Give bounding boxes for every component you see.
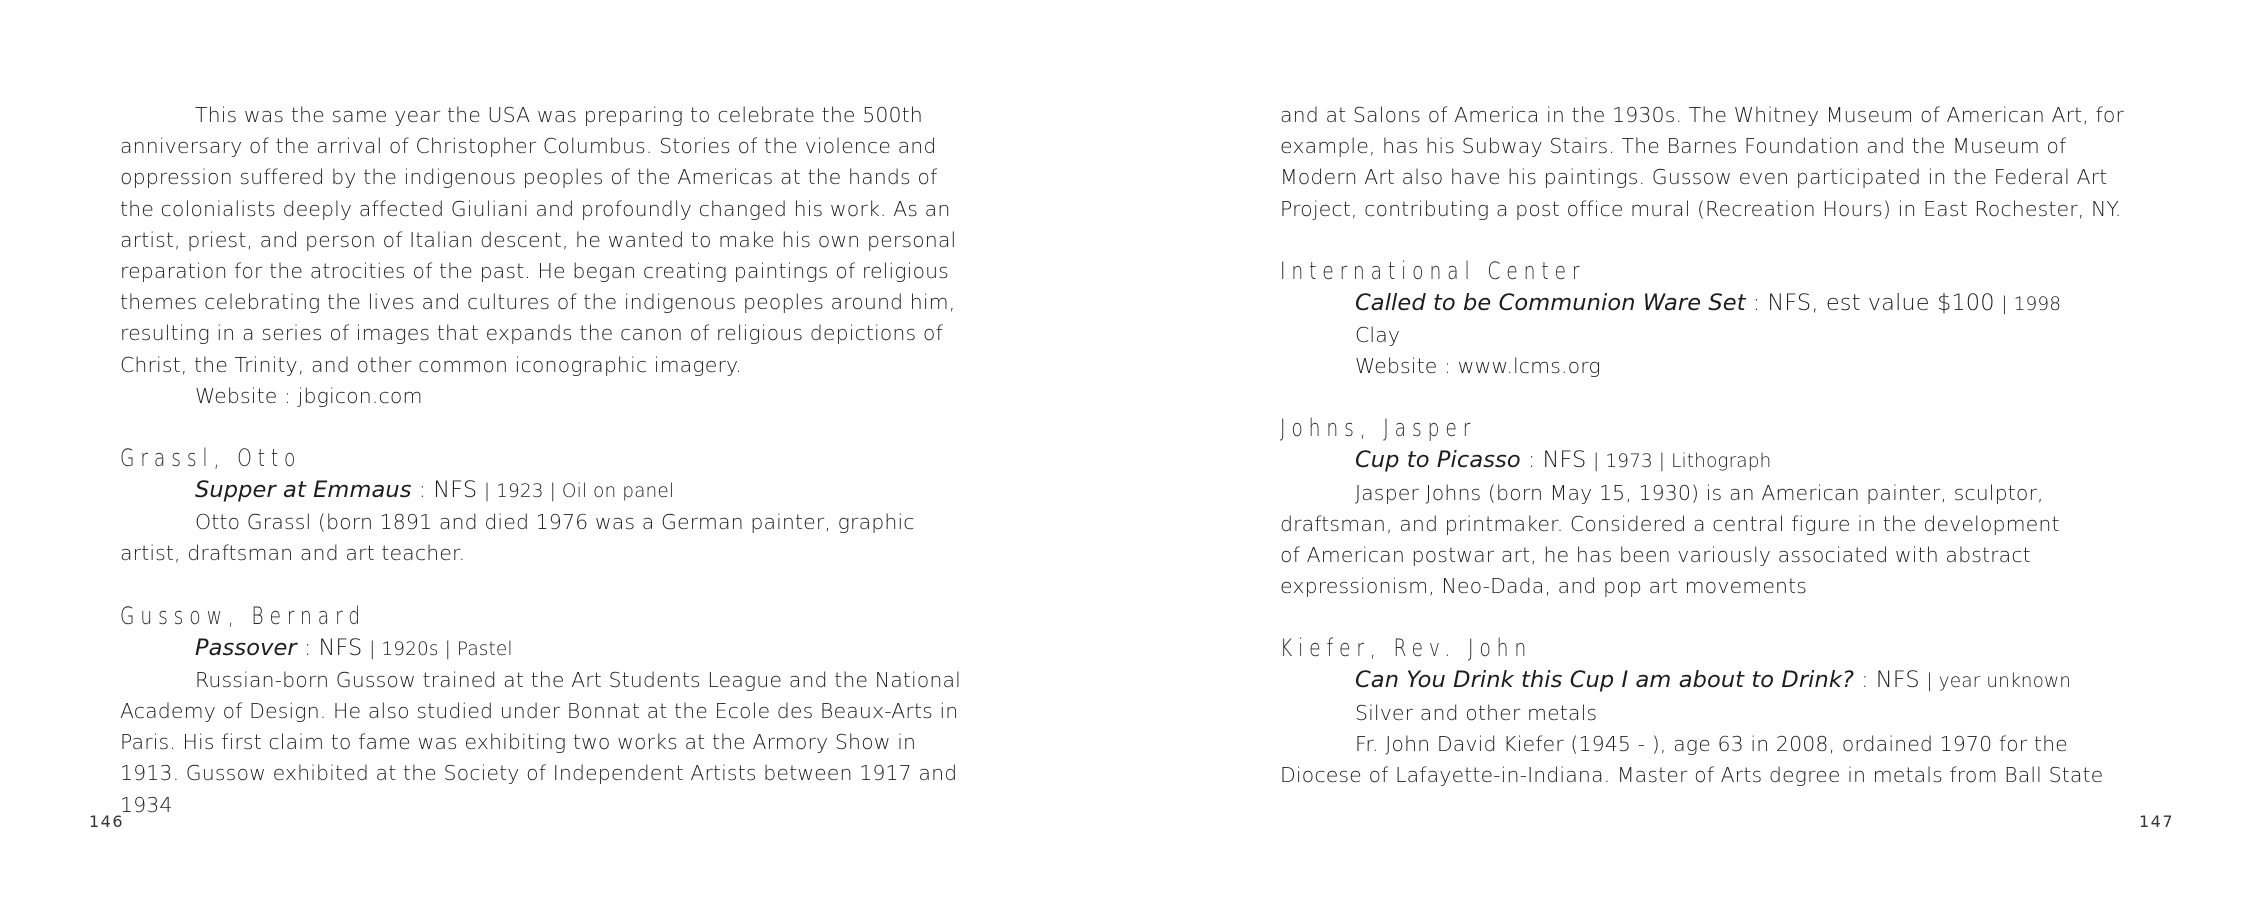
artist-description-line: draftsman, and printmaker. Considered a central figure in the development bbox=[1280, 511, 2060, 536]
artwork-meta: | 1973 | Lithograph bbox=[1593, 451, 1772, 473]
artist-entry-johns bbox=[1280, 411, 2150, 602]
artwork-title: Passover bbox=[195, 634, 297, 661]
artist-entry-kiefer bbox=[1280, 631, 2150, 791]
artist-heading: Kiefer, Rev. John bbox=[1280, 634, 1533, 663]
artwork-price: NFS bbox=[433, 477, 478, 504]
artwork-line: Passover : NFS | 1920s | Pastel bbox=[195, 634, 513, 661]
artist-heading: Grassl, Otto bbox=[120, 444, 302, 473]
artist-description: Otto Grassl (born 1891 and died 1976 was a German painter, graphic artist, draftsman and art teacher. bbox=[120, 510, 915, 566]
artwork-meta: | year unknown bbox=[1926, 671, 2072, 693]
artist-description-line: of American postwar art, he has been variously associated with abstract bbox=[1280, 543, 2031, 568]
artwork-line: Cup to Picasso : NFS | 1973 | Lithograph bbox=[1355, 447, 1772, 474]
artwork-price: NFS bbox=[1875, 667, 1920, 694]
artwork-meta: | 1920s | Pastel bbox=[369, 638, 513, 660]
artwork-title: Supper at Emmaus bbox=[195, 477, 412, 504]
left-text-column bbox=[120, 100, 970, 821]
artist-description: Fr. John David Kiefer (1945 - ), age 63 in 2008, ordained 1970 for the Diocese of Lafayette-in-Indiana. Master of Arts degree in metals from Ball State bbox=[1280, 731, 2104, 788]
artwork-price: NFS bbox=[1542, 447, 1587, 474]
artwork-meta: | 1998 bbox=[2001, 293, 2062, 315]
artwork-line: Can You Drink this Cup I am about to Drink? : NFS | year unknown bbox=[1355, 667, 2072, 694]
artwork-medium: Clay bbox=[1355, 323, 1401, 348]
artist-heading: Gussow, Bernard bbox=[120, 601, 367, 630]
artwork-title: Can You Drink this Cup I am about to Drink? bbox=[1355, 667, 1855, 694]
page-number-left: 146 bbox=[89, 812, 125, 831]
continued-paragraph: and at Salons of America in the 1930s. The Whitney Museum of American Art, for example, has his Subway Stairs. The Barnes Foundation and the Museum of Modern Art also have his paintings. Gussow even participated in the Federal Art Project, contributing a post office mural (Recreation Hours) in East Rochester, NY. bbox=[1280, 103, 2125, 221]
intro-paragraph: This was the same year the USA was preparing to celebrate the 500th anniversary of the arrival of Christopher Columbus. Stories of the violence and oppression suffered by the indigenous peoples of the Americas at the hands of the colonialists deeply affected Giuliani and profoundly changed his work. As an artist, priest, and person of Italian descent, he wanted to make his own personal reparation for the atrocities of the past. He began creating paintings of religious themes celebrating the lives and cultures of the indigenous peoples around him, resulting in a series of images that expands the canon of religious depictions of Christ, the Trinity, and other common iconographic imagery. bbox=[120, 103, 957, 377]
right-page bbox=[1125, 0, 2250, 900]
artist-entry-gussow bbox=[120, 599, 970, 821]
artwork-line: Supper at Emmaus : NFS | 1923 | Oil on panel bbox=[195, 477, 675, 504]
artist-description: Russian-born Gussow trained at the Art Students League and the National Academy of Design. He also studied under Bonnat at the Ecole des Beaux-Arts in Paris. His first claim to fame was exhibiting two works at the Armory Show in 1913. Gussow exhibited at the Society of Independent Artists between 1917 and 1934 bbox=[120, 667, 961, 817]
artist-entry-international-center bbox=[1280, 254, 2150, 383]
artist-website: Website : www.lcms.org bbox=[1355, 354, 1601, 379]
artist-description-line: Jasper Johns (born May 15, 1930) is an American painter, sculptor, bbox=[1355, 480, 2044, 505]
artwork-price: NFS bbox=[318, 634, 363, 661]
artist-description-line: expressionism, Neo-Dada, and pop art movements bbox=[1280, 574, 1808, 599]
artwork-medium: Silver and other metals bbox=[1355, 700, 1598, 725]
artwork-title: Cup to Picasso bbox=[1355, 447, 1521, 474]
artwork-line: Called to be Communion Ware Set : NFS, est value $100 | 1998 bbox=[1355, 289, 2062, 316]
artwork-price: NFS, est value $100 bbox=[1767, 289, 1995, 316]
right-text-column bbox=[1280, 100, 2150, 791]
artwork-meta: | 1923 | Oil on panel bbox=[483, 481, 675, 503]
intro-website: Website : jbgicon.com bbox=[195, 383, 423, 408]
artwork-title: Called to be Communion Ware Set bbox=[1355, 289, 1746, 316]
artist-entry-grassl bbox=[120, 441, 970, 570]
page-number-right: 147 bbox=[2139, 812, 2175, 831]
artist-heading: International Center bbox=[1280, 256, 1586, 285]
artist-heading: Johns, Jasper bbox=[1280, 414, 1477, 443]
